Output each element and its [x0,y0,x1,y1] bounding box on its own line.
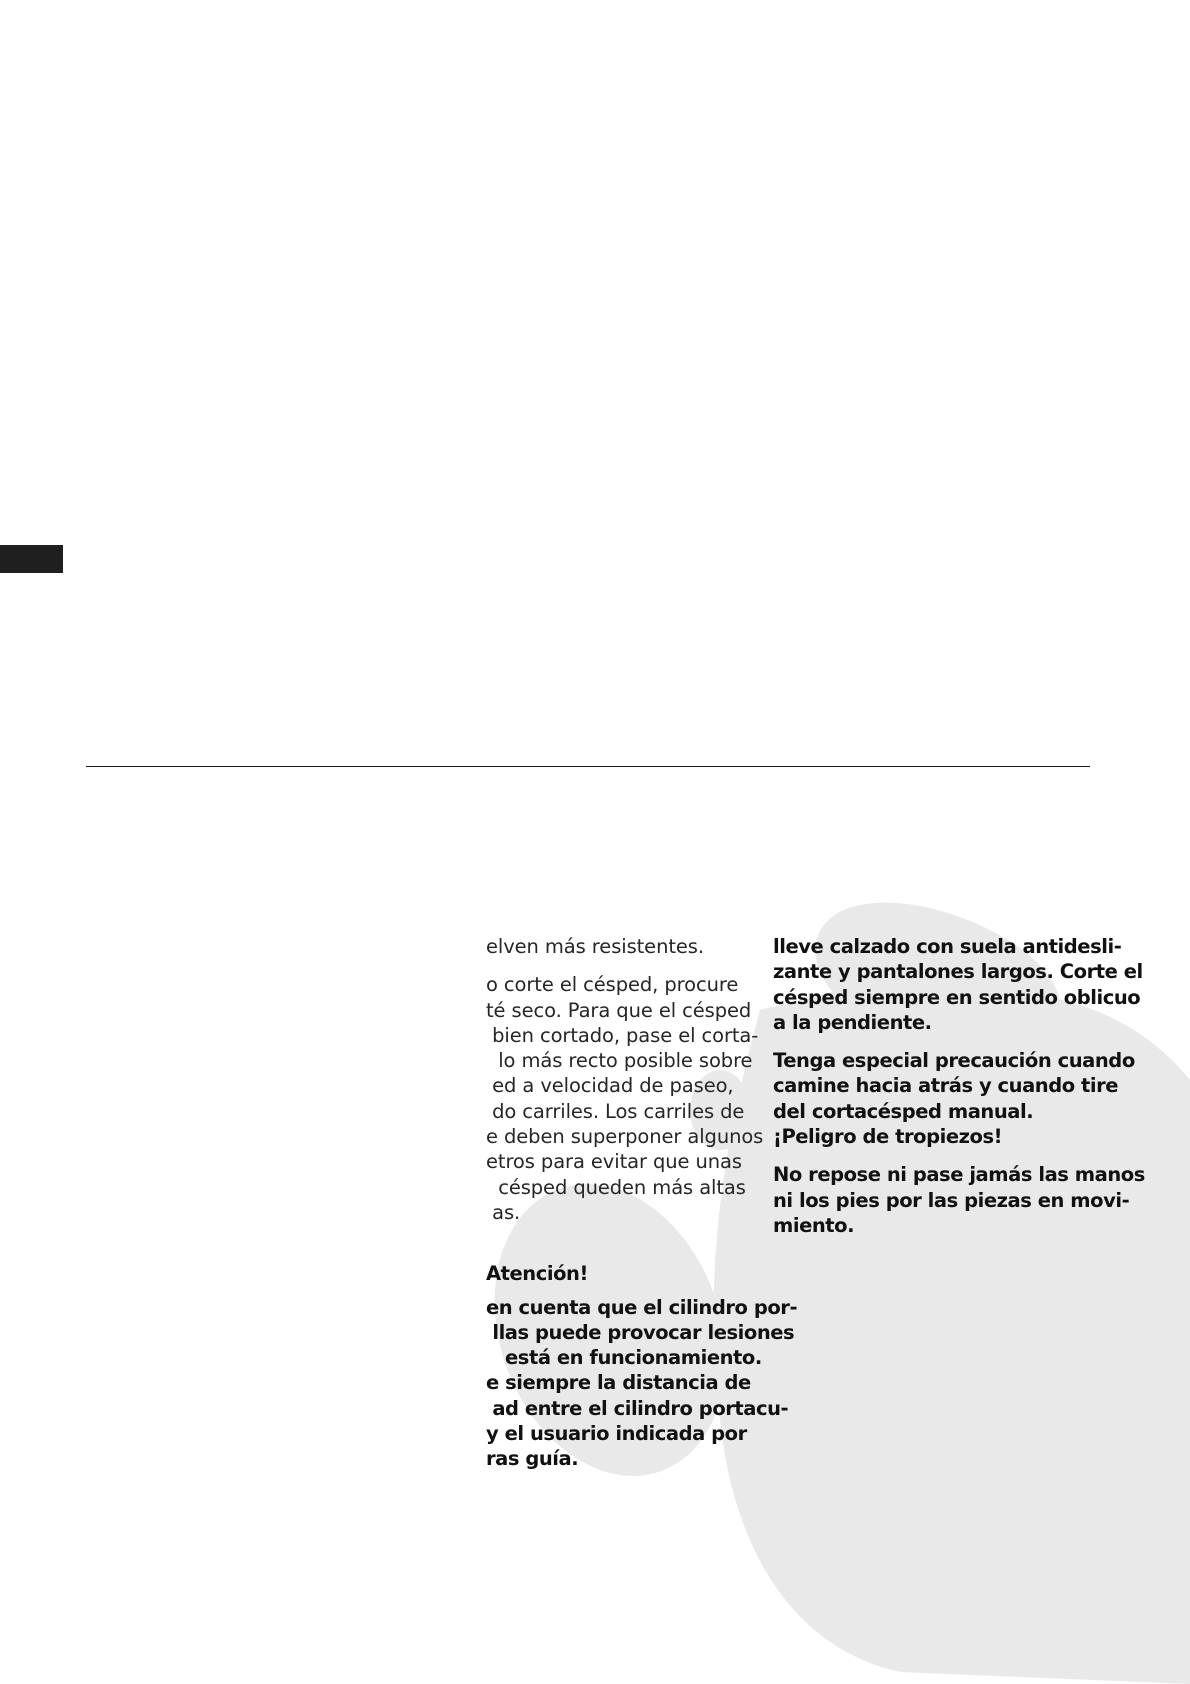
text-line: y el usuario indicada por [486,1422,747,1446]
text-line: zante y pantalones largos. Corte el [773,960,1143,984]
text-line: e siempre la distancia de [486,1371,751,1395]
section-tab-marker [0,545,63,573]
warning-heading: Atención! [486,1262,588,1286]
middle-text-column [486,934,797,1472]
paragraph-moving-parts [773,1162,1145,1238]
text-line: té seco. Para que el césped [486,998,752,1022]
text-line: lleve calzado con suela antidesli- [773,935,1122,958]
text-line: lo más recto posible sobre [486,1049,753,1073]
horizontal-divider [86,766,1090,767]
text-line: ras guía. [486,1447,579,1471]
text-line: camine hacia atrás y cuando tire [773,1074,1119,1098]
text-line: e deben superponer algunos [486,1125,764,1149]
paragraph-walking-backwards [773,1048,1145,1149]
text-line: No repose ni pase jamás las manos [773,1163,1145,1187]
text-line: elven más resistentes. [486,935,704,958]
text-line: a la pendiente. [773,1010,932,1034]
text-line: ed a velocidad de paseo, [486,1074,734,1098]
text-line: as. [486,1200,521,1224]
warning-paragraph [486,1295,797,1472]
text-line: césped siempre en sentido oblicuo [773,985,1141,1009]
paragraph-grass-resistant [486,934,797,959]
text-line: etros para evitar que unas [486,1150,742,1174]
text-line: miento. [773,1213,855,1237]
text-line: ad entre el cilindro portacu- [486,1396,789,1420]
right-text-column [773,934,1145,1251]
text-line: está en funcionamiento. [486,1346,762,1370]
text-line: bien cortado, pase el corta- [486,1023,759,1047]
text-line: ¡Peligro de tropiezos! [773,1125,1003,1149]
text-line: del cortacésped manual. [773,1099,1034,1123]
text-line: Tenga especial precaución cuando [773,1049,1135,1073]
paragraph-mowing-instructions [486,972,797,1225]
paragraph-footwear [773,934,1145,1035]
text-line: o corte el césped, procure [486,973,739,997]
text-line: en cuenta que el cilindro por- [486,1295,798,1319]
text-line: ni los pies por las piezas en movi- [773,1188,1130,1212]
text-line: llas puede provocar lesiones [486,1320,795,1344]
text-line: césped queden más altas [486,1175,746,1199]
text-line: do carriles. Los carriles de [486,1099,745,1123]
